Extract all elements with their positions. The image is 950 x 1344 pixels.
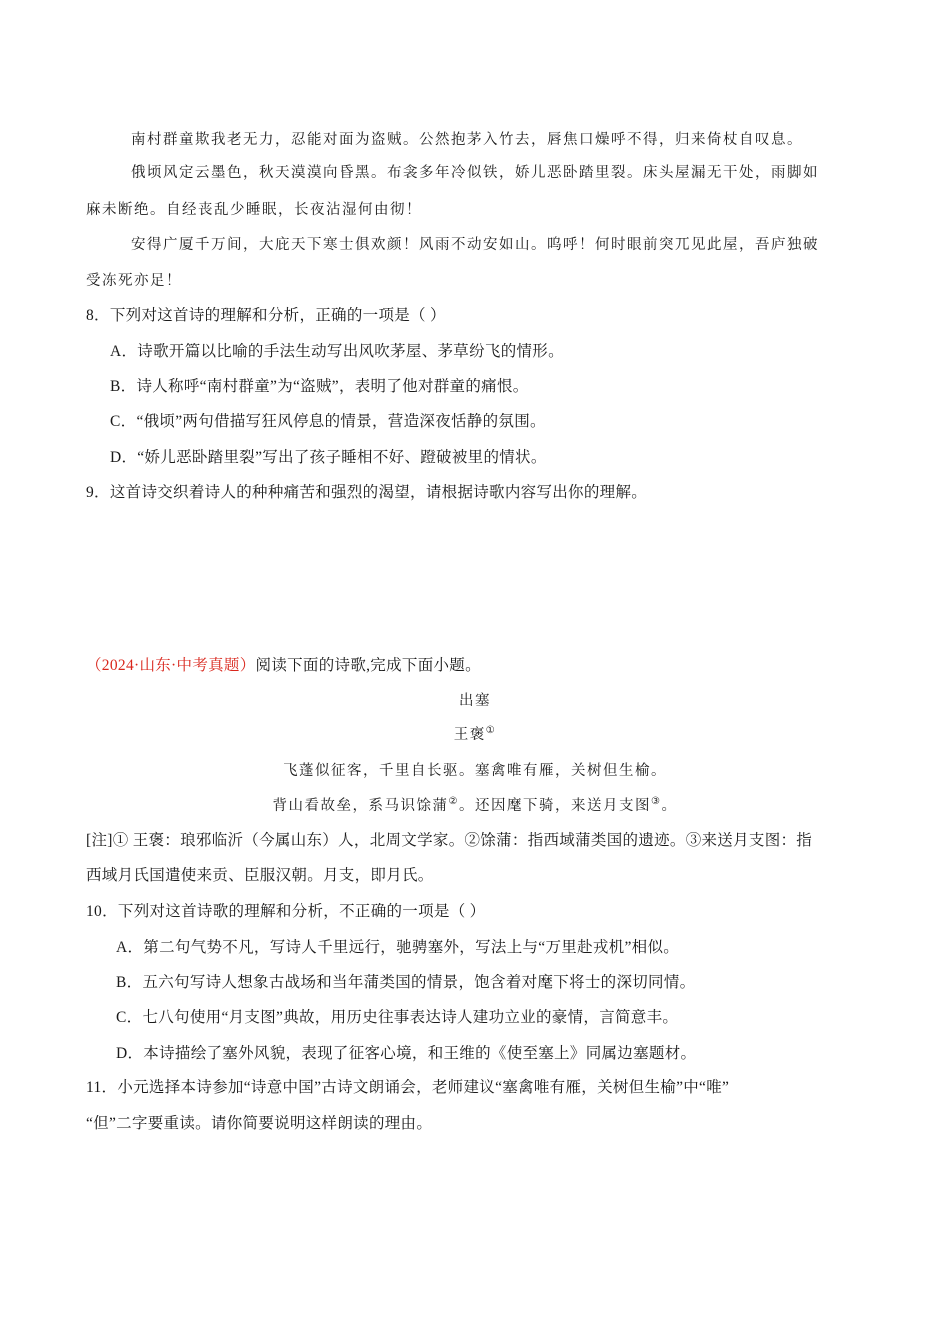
question-10-option-a: A．第二句气势不凡，写诗人千里远行，驰骋塞外，写法上与“万里赴戎机”相似。 — [116, 939, 680, 956]
question-11-stem-line-2: “但”二字要重读。请你简要说明这样朗读的理由。 — [86, 1115, 433, 1132]
question-8-option-c: C．“俄顷”两句借描写狂风停息的情景，营造深夜恬静的氛围。 — [110, 413, 546, 430]
poem-line-1: 飞蓬似征客，千里自长驱。塞禽唯有雁，关树但生榆。 — [283, 763, 667, 779]
author-name: 王褒 — [453, 727, 486, 743]
question-10-option-d: D．本诗描绘了塞外风貌，表现了征客心境，和王维的《使至塞上》同属边塞题材。 — [116, 1045, 697, 1062]
section-2-header — [86, 656, 481, 676]
question-11-stem-line-1: 11．小元选择本诗参加“诗意中国”古诗文朗诵会，老师建议“塞禽唯有雁，关树但生榆”中“唯” — [86, 1079, 730, 1096]
poem-line-2-part-2: 。还因麾下骑，来送月支图 — [459, 798, 651, 814]
footnote-marker-2: ② — [448, 796, 459, 808]
poem-author — [0, 725, 950, 745]
annotation-line-2: 西域月氏国遣使来贡、臣服汉朝。月支，即月氏。 — [86, 867, 434, 884]
question-10-stem: 10．下列对这首诗歌的理解和分析，不正确的一项是（ ） — [86, 903, 486, 920]
footnote-marker-3: ③ — [651, 796, 662, 808]
poem-paragraph-2-line-1: 俄顷风定云墨色，秋天漠漠向昏黑。布衾多年冷似铁，娇儿恶卧踏里裂。床头屋漏无干处，雨脚如 — [131, 165, 819, 181]
poem-paragraph-3-line-2: 受冻死亦足！ — [86, 273, 182, 289]
question-10-option-c: C．七八句使用“月支图”典故，用历史往事表达诗人建功立业的豪情，言简意丰。 — [116, 1009, 679, 1026]
source-tag: （2024·山东·中考真题） — [86, 657, 256, 674]
question-8-option-a: A．诗歌开篇以比喻的手法生动写出风吹茅屋、茅草纷飞的情形。 — [110, 343, 564, 360]
poem-line-2-part-3: 。 — [661, 798, 678, 814]
poem-line-2-part-1: 背山看故垒，系马识馀蒲 — [272, 798, 449, 814]
author-footnote-marker: ① — [485, 725, 497, 737]
annotation-line-1: [注]① 王褒：琅邪临沂（今属山东）人，北周文学家。②馀蒲：指西域蒲类国的遗迹。③来送月支图：指 — [86, 832, 813, 849]
question-8-option-d: D．“娇儿恶卧踏里裂”写出了孩子睡相不好、蹬破被里的情状。 — [110, 449, 547, 466]
poem-title: 出塞 — [459, 693, 491, 709]
poem-paragraph-3-line-1: 安得广厦千万间，大庇天下寒士俱欢颜！风雨不动安如山。呜呼！何时眼前突兀见此屋，吾庐独破 — [131, 237, 819, 253]
question-9-stem: 9．这首诗交织着诗人的种种痛苦和强烈的渴望，请根据诗歌内容写出你的理解。 — [86, 484, 648, 501]
poem-line-2 — [0, 796, 950, 816]
poem-paragraph-2-line-2: 麻未断绝。自经丧乱少睡眠，长夜沾湿何由彻！ — [86, 202, 422, 218]
question-8-stem: 8．下列对这首诗的理解和分析，正确的一项是（ ） — [86, 307, 446, 324]
question-10-option-b: B．五六句写诗人想象古战场和当年蒲类国的情景，饱含着对麾下将士的深切同情。 — [116, 974, 696, 991]
question-8-option-b: B．诗人称呼“南村群童”为“盗贼”，表明了他对群童的痛恨。 — [110, 378, 529, 395]
poem-paragraph-1: 南村群童欺我老无力，忍能对面为盗贼。公然抱茅入竹去，唇焦口燥呼不得，归来倚杖自叹息。 — [131, 132, 803, 148]
section-2-intro: 阅读下面的诗歌,完成下面小题。 — [255, 657, 481, 674]
